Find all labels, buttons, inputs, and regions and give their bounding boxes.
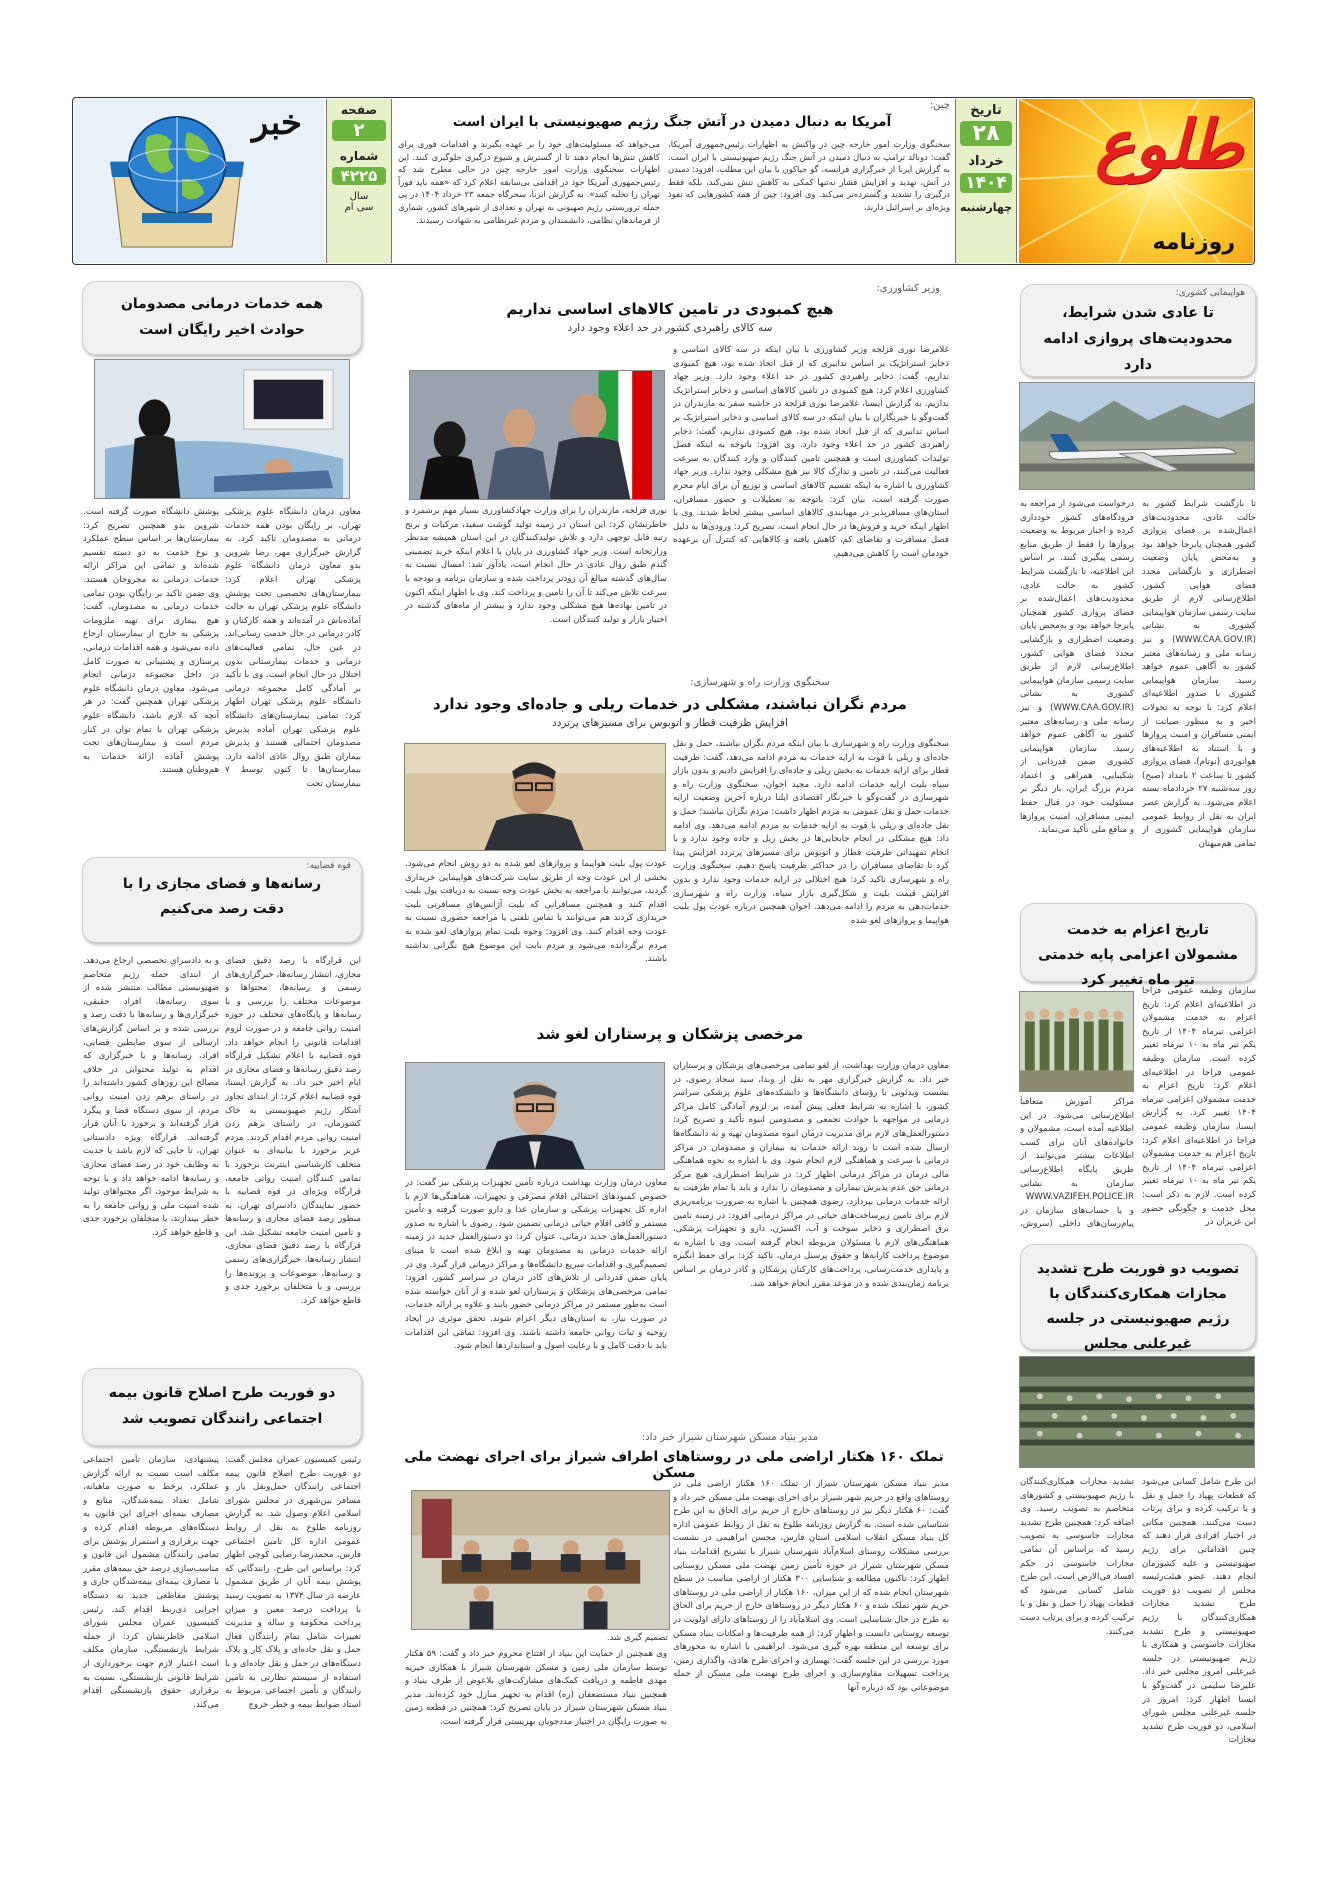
page-label: صفحه [340, 103, 378, 117]
conscription-col-left: مراکز آموزش متعاقباً اطلاع‌رسانی می‌شود. در این اطلاعیه آمده است، مشمولان و خانواده‌های آنان برای کسب اطلاعات بیشتر می‌توانند از طریق پایگاه اطلاع‌رسانی سازمان به نشانی WWW.VAZIFEH.POLICE.IR و یا حساب‌های سازمان در پیام‌رسان‌های داخلی (سروش، [1020, 1097, 1134, 1230]
media-col-left: و به دادسرای تخصصی ارجاع می‌دهد. از ابتدای حمله رژیم متخاصم صهیونیستی مطالب منتشر شده از سوی رسانه‌ها، افراد حقیقی، خبرگزاری‌ها و رسانه‌ها با دقت رصد و بررسی شده و بر اساس گزارش‌های ارسالی از سوی ضابطین قضایی، افراد، رسانه‌ها و یا خبرگزاری که اقدام به تولید محتوایی در خلاف مصالح این روزهای کشور داشته‌اند را در راستای برهم زدن امنیت روانی مردم، از سوی دستگاه قضا و پیگرد قرار گرفته‌اند و برخورد با آنان قرار گرفته‌اند. قرارگاه ویژه دادستانی تهران، تا جایی که لازم باشد با جدیت به وظایف خود در رصد فضای مجازی و رسانه‌ها ادامه خواهد داد و با توجه به شرایط موجود، اگر محتواهای تولید شده امنیت ملی و روانی جامعه را به خطر بیندازند، با متخلفان برخورد جدی و قاطع خواهد کرد. [83, 956, 219, 1238]
conscription-headline: تاریخ اعزام به خدمت مشمولان اعزامی پایه خدمتی تیر ماه تغییر کرد [1038, 922, 1238, 988]
agriculture-col-right: غلامرضا نوری قزلجه وزیر کشاورزی با بیان اینکه در سه کالای اساسی و ذخایر استراتژیک بر اساس تدابیری که از قبل اتخاذ شده بود، هیچ کمبودی نداریم، گفت: ذخایر راهبردی کشور در حد اعلاء وجود دارد. وزیر جهاد کشاورزی اعلام کرد: هیچ کمبودی در تامین کالاهای اساسی و ذخایر استراتژیک نداریم. به گزارش ایسنا، غلامرضا نوری قزلجه در حاشیه سفر به مازندران در گفت‌وگو با خبرنگاران با بیان اینکه در سه کالای اساسی و ذخایر استراتژیک بر اساس تدابیری که از قبل اتخاذ شده بود، هیچ کمبودی نداریم، گفت: ذخایر راهبردی کشور در حد اعلاء وجود دارد. وی افزود: باتوجه به اینکه فصل تولیدات کشاورزی است و همچنین تامین کنندگان و وارد کنندگان به سرعت فعالیت می‌کنند، در تامین و تدارک کالا نیز هیچ مشکلی وجود ندارد. وزیر جهاد کشاورزی با اشاره به اینکه تقسیم کالاهای اساسی و توزیع آن برای ایام محرم صورت گرفته است، بیان کرد: باتوجه به تعطیلات و حضور مسافران، استان‌های مسافرپذیر در مهیا‌بندی کالاهای اساسی بیشتر لحاظ شدند. وی با اظهار اینکه خرید و فروش‌ها در حال انجام است، تصریح کرد: ورودی‌ها به دلیل فصل مسافرت و تقاضای کم، کاهش یافته و کالاهایی که کنترل آن برعهده خودمان است را کاهش می‌دهیم. [673, 345, 949, 559]
logo-text: طلوع [1095, 105, 1243, 183]
agriculture-sub: سه کالای راهبردی کشور در حد اعلاء وجود دارد [567, 322, 773, 334]
land-headline: تملک ۱۶۰ هکتار اراضی ملی در روستاهای اطراف شیراز برای اجرای نهضت ملی مسکن [404, 1449, 944, 1481]
date-year: ۱۴۰۴ [960, 173, 1012, 193]
year-number: سی ام [344, 202, 374, 213]
parliament-headline: تصویب دو فوریت طرح تشدید مجازات همکاری‌کنندگان با رژیم صهیونیستی در جلسه غیرعلنی مجلس [1036, 1261, 1240, 1352]
media-col-right: این قرارگاه با رصد دقیق فضای مجازی، انتشار رسانه‌ها، خبرگزاری‌های رسمی و رسانه‌ها، محتواها و موضوعات مختلف را بررسی و با رسانه‌ها و پایگاه‌های مختلف در حوزه امنیت روانی جامعه و در صورت لزوم اقدامات قانونی را انجام خواهد داد. قوه قضاییه با اعلام تشکیل قرارگاه رصد دقیق رسانه‌ها و فضای مجازی در ایام اخیر خبر داد. به گزارش ایسنا، قوه قضاییه اعلام کرد: از ابتدای تجاوز آشکار رژیم صهیونیستی به خاک کشورمان، در راستای برهم زدن امنیت روانی مردم اقدام کردند. مردم عزیز برخورد با بیانیه‌ای به عنوان متخلف کارشناسی اینترنت برخورد با تمامی کنندگان امنیت روانی جامعه، قرارگاه ویژه‌ای در قوه قضاییه با حضور نمایندگان دادسرای تهران، به منظور رصد فضای مجازی و رسانه‌ها و تامین امنیت جامعه تشکیل شد. این قرارگاه با رصد دقیق فضای مجازی، انتشار رسانه‌ها، خبرگزاری‌های رسمی و رسانه‌ها، موضوعات و پرونده‌ها را بررسی و با متخلفان برخورد جدی و قاطع خواهد کرد. [225, 956, 361, 1306]
year-label: سال [349, 191, 369, 202]
doctors-col-left: معاون درمان وزارت بهداشت درباره تأمین تجهیزات پزشکی نیز گفت: در خصوص کمبودهای احتمالی اقلام مصرفی و تجهیزات، هماهنگی‌ها لازم با اداره کل تجهیزات پزشکی و سازمان غذا و دارو صورت گرفته و تأمین مستمر و کافی اقلام حیاتی درمانی تضمین شود. رضوی با اشاره به صدور دستورالعمل‌های جدید درمانی، عنوان کرد: دو دستورالعمل جدید در زمینه ارائه خدمات درمانی به مصدومان تهیه و ابلاغ شده است تا مبنای تصمیم‌گیری و اقدامات سریع دانشگاه‌ها و مراکز درمانی قرار گیرد. وی در پایان ضمن قدردانی از تلاش‌های کادر درمان در سراسر کشور، افزود: تمامی مرخصی‌های پزشکان و پرستاران لغو شده و از آنان خواسته شده است به‌طور مستمر در مراکز درمانی حضور یابند و علاوه بر ارائه خدمات، در صورت نیاز، به استان‌های دیگر اعزام شوند. تحقق موثری در ایجاد روحیه و ثبات روانی جامعه داشته باشند. وی افزود: تمامی این اقدامات باید با دقت کامل و با رعایت اصول و استانداردها انجام شود. [405, 1178, 667, 1352]
section-block [74, 99, 324, 263]
logo-block [1019, 99, 1253, 263]
meeting-photo [411, 1490, 670, 1630]
injured-col-left: پوشش دانشگاه صورت گرفته است. شروین بدو همچنین تصریح کرد: بیمارستان‌ها بر اساس سطح عملکرد و نوع خدمت به دو دسته تقسیم شده‌اند و تمامی این مراکز ارائه خدمات درمانی به مجروحان هستند. وی ضمن تاکید بر رایگان بودن تمامی خدمات درمانی به مصدومان، گفت: هیچ بیماری برای تهیه ملزومات پزشکی به خارج از بیمارستان ارجاع داده نمی‌شود و همه اقدامات درمانی، پرستاری و پشتیبانی به صورت کامل در داخل مجموعه درمانی انجام می‌شود. معاون درمان دانشگاه علوم پزشکی تهران همچنین گفت: در هر آنچه که لازم باشد، دانشگاه علوم پزشکی تهران با تمام توان در کنار مردم است و بیمارستان‌های تحت پوشش آماده ارائه خدمات به هم‌وطنان هستند. [83, 507, 219, 776]
doctors-headline: مرخصی پزشکان و پرستاران لغو شد [536, 1025, 804, 1043]
hospital-photo [94, 359, 350, 499]
airspace-headline: تا عادی شدن شرایط، محدودیت‌های پروازی ادامه دارد [1043, 305, 1233, 373]
date-day: ۲۸ [960, 121, 1012, 146]
top-story-col-left: می‌خواهد که مسئولیت‌های خود را بر عهده بگیرند و اقدامات فوری برای کاهش تنش‌ها انجام دهند تا از گسترش و شیوع درگیری جلوگیری کنند. این اظهارات سخنگوی وزارت امور خارجه چین در حالی مطرح شد که رئیس‌جمهوری آمریکا خود در اقدامی بی‌سابقه اعلام کرد که «همه باید فوراً تهران را تخلیه کنند». به گزارش ایرنا، سحرگاه جمعه ۲۳ خرداد ۱۴۰۴ در پی حمله تروریستی رژیم صهیونی به تهران و تعدادی از شهرهای کشور، شماری از فرماندهان نظامی، دانشمندان و مردم غیرنظامی به شهادت رسیدند. [398, 139, 660, 225]
page-issue-block [326, 99, 392, 263]
issue-label: شماره [339, 149, 379, 163]
top-story-col-right: سخنگوی وزارت امور خارجه چین در واکنش به اظهارات رئیس‌جمهوری آمریکا، گفت: دونالد ترامپ به دنبال دمیدن در آتش جنگ رژیم صهیونیستی با ایران است. به گزارش ایرنا از خبرگزاری فرانسه، گو جیاکون با بیان این مطلب، افزود: دمیدن در آتش، تهدید و افزایش فشار نه‌تنها کمکی به کاهش تنش نمی‌کند، بلکه فقط درگیری را تشدید و گسترده‌تر می‌کند. وی افزود: چین از همه کشورهایی که نفوذ ویژه‌ای بر اسرائیل دارند، [668, 139, 950, 212]
media-headline-box [82, 857, 362, 943]
minister-photo [409, 370, 665, 500]
airspace-col-left: درخواست می‌شود از مراجعه به فرودگاه‌های کشور خودداری کرده و اخبار مربوط به وضعیت پروازها را فقط از طریق منابع رسمی پیگیری کنند. بر اساس این اطلاعیه، تا بازگشت شرایط کشور به حالت عادی، محدودیت‌های اعمال‌شده بر فضای پروازی کشور همچنان پابرجا خواهد بود و به‌محض پایان وضعیت اضطراری و بازگشایی مجدد فضای هوایی کشور، اطلاع‌رسانی لازم از طریق سایت رسمی سازمان هواپیمایی کشوری به نشانی (WWW.CAA.GOV.IR) و نیز رسانه ملی و رسانه‌های معتبر کشور به آگاهی عموم خواهد رسید. سازمان هواپیمایی کشوری ضمن قدردانی از شکیبایی، همراهی و اعتماد مردم بزرگ ایران، بار دیگر بر مسئولیت خود در قبال حفظ ایمنی مسافران، امنیت پروازها و منافع ملی تأکید می‌نماید. [1020, 499, 1134, 836]
deputy-photo [405, 1062, 665, 1170]
roads-kicker: سخنگوی وزارت راه و شهرسازی: [690, 677, 830, 688]
conscription-headline-box [1020, 903, 1256, 988]
injured-headline-box [82, 281, 362, 355]
roads-col-right: سخنگوی وزارت راه و شهرسازی با بیان اینکه مردم نگران نباشند، حمل و نقل جاده‌ای و ریلی با قوت به ارایه خدمات به مردم ادامه می‌دهد، گفت: ظرفیت قطار برای ارایه خدمات به بخش ریلی و جاده‌ای را افزایش دادیم و بدون بازار سیاه بلیت ارایه خدمات ادامه دارد. مجید اخوان، سخنگوی وزارت راه و شهرسازی در گفت‌وگو با خبرنگار اقتصادی ایلنا درباره آخرین وضعیت ارایه خدمات حمل و نقل عمومی به مردم اظهار داشت: مردم نگران نباشند؛ حمل و نقل جاده‌ای و ریلی با قوت به ارایه خدمات به مردم ادامه می‌دهد. وی ادامه داد: هیچ مشکلی در انجام جابجایی‌ها در بخش ریل و جاده وجود ندارد و با انجام تمهیداتی ظرفیت قطار و اتوبوس برای مسیرهای پرتردد افزایش پیدا کرد تا تقاضای مسافران را در حداکثر ظرفیت پاسخ دهیم. سخنگوی وزارت راه و شهرسازی تاکید کرد: هیچ اختلالی در ارایه خدمات وجود ندارد و بدون افزایش قیمت بلیت و شکل‌گیری بازار سیاه، وزارت راه و شهرسازی خدمات‌دهی به مردم را ادامه می‌دهد. اخوان همچنین درباره عودت پول بلیت هواپیما و پروازهای لغو شده [673, 739, 949, 926]
insurance-col-left: پیشنهادی، سازمان تأمین اجتماعی مکلف است نسبت به ارائه گزارش عملکرد، برخط به صورت ماهیانه، شامل تعداد بیمه‌شدگان، منابع و مصارف بیمه‌ای اجرای این قانون به دستگاه‌های مربوطه اقدام کرده و جهت برقراری و استمرار پوشش برای تمامی رانندگان مشمول این قانون و مناسب‌سازی درصد حق بیمه‌های مقرر با مصارف بیمه‌ای بیمه‌شدگان جاری و پوشش مقاطعی جدید به دستگاه اجرایی ذی‌ربط اقدام کند. رئیس کمیسیون عمران مجلس شورای اسلامی خاطرنشان کرد: از جمله شرایط بازنشستگی، سازمان مکلف است اعتبار لازم جهت برخورداری از شرایط قانونی بازنشستگی، نسبت به برقراری حقوق بازنشستگی اقدام می‌کند. [83, 1455, 219, 1710]
top-story-kicker: چین: [929, 100, 950, 111]
date-block [955, 99, 1017, 263]
agriculture-headline: هیچ کمبودی در تامین کالاهای اساسی نداریم [506, 300, 834, 318]
issue-number: ۴۲۲۵ [332, 167, 386, 185]
tagline-text: روزنامه [1152, 230, 1235, 255]
insurance-headline: دو فوریت طرح اصلاح قانون بیمه اجتماعی رانندگان تصویب شد [108, 1385, 336, 1427]
date-weekday: چهارشنبه [959, 201, 1013, 214]
spokesman-photo [404, 743, 666, 851]
parliament-headline-box [1020, 1244, 1256, 1350]
date-label: تاریخ [970, 103, 1002, 118]
media-headline: رسانه‌ها و فضای مجازی را با دقت رصد می‌کنیم [122, 876, 322, 917]
land-col-left: وی همچنین از حمایت این بنیاد از افتتاح محروم خبر داد و گفت: ۵۹ هکتار توسط سازمان ملی زمین و مسکن شهرستان شیراز با همکاری خیریه مهدی فاطمه و دریافت کمک‌های مشارکت‌های بلاعوض از طرف بنیاد و همچنین بنیاد مستضعفان (ره) اقدام به تجهیز منازل خود کرده‌اند. مدیر بنیاد مسکن شهرستان شیراز در پایان تصریح کرد: همچنین در قطعه زمین به صورت رایگان در اختیار مددجویان بهزیستی قرار گرفته است. [405, 1649, 667, 1727]
injured-col-right: معاون درمان دانشگاه علوم پزشکی تهران، بر رایگان بودن همه خدمات درمانی به مصدومان تاکید کرد. به گزارش خبرگزاری مهر، رضا شروین بدو معاون درمان دانشگاه علوم پزشکی تهران اعلام کرد: بیمارستان‌های تخصصی تحت پوشش دانشگاه علوم پزشکی تهران به حالت آماده‌باش در آمده‌اند و همه کارکنان و کادر درمانی در حال خدمت رسانی‌اند. در عین حال، تمامی فعالیت‌های درمانی و خدمات بیمارستانی بدون اختلال در حال انجام است. وی با تأکید بر آمادگی کامل مجموعه درمانی دانشگاه علوم پزشکی تهران اظهار کرد: تمامی بیمارستان‌های دانشگاه علوم پزشکی تهران آماده پذیرش مصدومان احتمالی هستند و پذیرش بیماران طبق روال عادی ادامه دارد. بیمارستان‌ها تا کنون توسط ۷ بیمارستان تحت [225, 507, 361, 789]
land-col-right: مدیر بنیاد مسکن شهرستان شیراز از تملک ۱۶۰ هکتار اراضی ملی در روستاهای واقع در حریم شهر شیراز برای اجرای نهضت ملی مسکن خبر داد و گفت: ۶۰ هکتار دیگر نیز در روستاهای خارج از حریم برای الحاق به این طرح شناسایی شده است. به گزارش روزنامه طلوع به نقل از روابط عمومی اداره کل بنیاد مسکن انقلاب اسلامی استان فارس، محسن ابراهیمی در نشست بررسی مشکلات روستای اسلام‌آباد شهرستان شیراز با تشریح اقدامات بنیاد مسکن شهرستان شیراز در حوزه تأمین زمین نهضت ملی مسکن روستایی اظهار کرد: تاکنون مطالعه و شناسایی ۳۰۰ هکتار از اراضی مناسب در سطح شهرستان انجام شده که از این میزان، ۱۶۰ هکتار از اراضی ملی در روستاهای حریم شهر تملک شده و ۶۰ هکتار دیگر در روستاهای خارج از حریم برای الحاق به طرح در حال شناسایی است. وی اسلامآباد را از روستاهای دارای اولویت در توسعه روستایی دانست و اظهار کرد: از همه ظرفیت‌ها و امکانات بنیاد مسکن برای توسعه این منطقه بهره گیری می‌شود. ابراهیمی با اشاره به محورهای مورد بررسی در این جلسه گفت: بهسازی و اجرای طرح هادی، واگذاری زمین، پرداخت تسهیلات مقاوم‌سازی و اجرای طرح نهضت ملی مسکن از جمله موضوعاتی بود که درباره آنها [673, 1479, 949, 1693]
airspace-headline-box [1020, 284, 1256, 377]
airspace-kicker: هواپیمایی کشوری: [1175, 288, 1245, 298]
meeting-photo-caption: تصمیم گیری شد. [606, 1633, 668, 1643]
land-kicker: مدیر بنیاد مسکن شهرستان شیراز خبر داد: [641, 1432, 819, 1443]
doctors-col-right: معاون درمان وزارت بهداشت، از لغو تمامی مرخصی‌های پزشکان و پرستاران خبر داد. به گزارش خبرگزاری مهر به نقل از وبدا، سید سجاد رضوی، در نشست ویدئویی با رؤسای دانشگاه‌ها و دانشکده‌های علوم پزشکی سراسر کشور، با اشاره به شرایط فعلی پیش آمده، بر لزوم آمادگی کامل مراکز درمانی در مواجهه با حوادث تجمعی و مصدومین انبوه تأکید و تصریح کرد: دستورالعمل‌های لازم برای مدیریت درمان انبوه مصدومان تهیه و به دانشگاه‌ها ارسال شده است تا روند ارائه خدمات به بیماران و مصدومان در مراکز درمانی با سرعت و هماهنگی لازم انجام شود. وی با اشاره به نحوه هماهنگی مالی درمان در مراکز درمانی اظهار کرد: در شرایط اضطراری، هیچ مرکز درمانی حق عدم پذیرش بیماران و مصدومان را ندارد و باید با تمام ظرفیت به ارائه خدمات درمانی بپردازد. رضوی همچنین با اشاره به ضرورت برنامه‌ریزی لازم برای تامین زیرساخت‌های حیاتی در مراکز درمانی افزود: در زمینه تامین برق اضطراری و ذخایر سوخت و آب، اکسیژن، دارو و تجهیزات پزشکی، هماهنگی‌های لازم با مسئولان مربوطه انجام گرفته است. وی با اشاره به موضوع پرداخت کارانه‌ها و حقوق پرسنل درمان، تاکید کرد: برای حفظ انگیزه و پایداری خدمت‌رسانی، پرداخت‌های کارکنان پزشکان و کادر درمان بر اساس برنامه زمان‌بندی شده و در موعد مقرر انجام خواهد شد. [673, 1061, 949, 1289]
top-story-headline: آمریکا به دنبال دمیدن در آتش جنگ رژیم صهیونیستی با ایران است [452, 114, 892, 130]
agriculture-kicker: وزیر کشاورزی: [876, 283, 940, 294]
soldiers-photo [1019, 991, 1134, 1092]
insurance-headline-box [82, 1368, 362, 1446]
media-kicker: قوه قضاییه: [306, 861, 351, 871]
agriculture-col-left: نوری قزلجه، مازندران را برای وزارت جهادکشاورزی بسیار مهم برشمرد و خاطرنشان کرد: این استان در زمینه تولید گوشت سفید، مرکبات و برنج رتبه قابل توجهی دارد و تلاش تولیدکنندگان در این استان همیشه مدنظر وزارتخانه است. وزیر جهاد کشاورزی در پایان با اعلام اینکه خرید تضمینی گندم طبق روال عادی در حال انجام است، یادآور شد: امسال نسبت به سال‌های گذشته مبالغ آن زودتر پرداخت شده و سازمان برنامه و بودجه با سرعت تلاش می‌کند تا آن را تامین و پرداخت کند. وی با اظهار اینکه اکنون در تامین نهاده‌ها هیچ مشکلی وجود ندارد و بیشتر از ماه‌های گذشته در اختیار بازار و تولید کنندگان است. [405, 506, 667, 625]
parliament-photo [1019, 1356, 1255, 1468]
section-title: خبر [251, 103, 302, 143]
roads-col-left: عودت پول بلیت هواپیما و پروازهای لغو شده به دو روش انجام می‌شود. بخشی از این عودت وجه از طریق سایت شرکت‌های هواپیمایی خریداری گردید، می‌توانند با مراجعه به بخش عودت وجه نسبت به دریافت پول بلیت اقدام کنند و همچنین مسافرانی که بلیت آژانس‌های مسافرتی بلیت خریداری کردند هم می‌توانند با تماس تلفنی یا مراجعه حضوری نسبت به عودت وجه اقدام کنند. وی افزود: وجوه بلیت تمام پروازهای لغو شده به مردم برگردانده می‌شود و مردم بابت این موضوع هیچ نگرانی نداشته باشند. [405, 859, 667, 965]
airplane-photo [1019, 382, 1255, 490]
parliament-col-left: تشدید مجازات همکاری‌کنندگان با رژیم صهیونیستی و کشورهای متخاصم به تصویب رسید. وی اضافه کرد: همچنین طرح تشدید مجازات جاسوسی به تصویب رسید که براساس آن تمامی مجازات جاسوسی در حکم افساد فی‌الارض است. این طرح شامل کسانی می‌شود که قطعات پهپاد را حمل و نقل و یا ترکیب کرده و برای پرتاب دست می‌کنند. [1020, 1477, 1134, 1637]
roads-sub: افزایش ظرفیت قطار و اتوبوس برای مسیرهای پرتردد [552, 717, 788, 729]
date-month: خرداد [968, 154, 1004, 169]
globe-icon [102, 107, 252, 257]
roads-headline: مردم نگران نباشند، مشکلی در خدمات ریلی و جاده‌ای وجود ندارد [433, 695, 907, 713]
page-number: ۲ [332, 120, 386, 141]
airspace-col-right: تا بازگشت شرایط کشور به حالت عادی، محدودیت‌های اعمال‌شده بر فضای پروازی کشور همچنان پابرجا خواهد بود و به‌محض پایان وضعیت اضطراری و بازگشایی مجدد فضای هوایی کشور، اطلاع‌رسانی لازم از طریق سایت رسمی سازمان هواپیمایی کشوری به نشانی (WWW.CAA.GOV.IR) و نیز رسانه ملی و رسانه‌های معتبر کشور به آگاهی عموم خواهد رسید. سازمان هواپیمایی کشوری با صدور اطلاعیه‌ای اعلام کرد: با توجه به تحولات اخیر و به منظور صیانت از ایمنی مسافران و امنیت پروازها و با استناد به اطلاعیه‌های هوانوردی (نوتام)، فضای پروازی کشور تا ساعت ۲ بامداد (صبح) روز سه‌شنبه ۲۷ خردادماه بسته اعلام می‌شود. به گزارش عصر ایران به نقل از روابط عمومی سازمان هواپیمایی کشوری از تمامی هم‌میهنان [1142, 499, 1256, 849]
injured-headline: همه خدمات درمانی مصدومان حوادث اخیر رایگان است [120, 296, 324, 338]
conscription-col-right: سازمان وظیفه عمومی فراجا در اطلاعیه‌ای اعلام کرد: تاریخ اعزام به خدمت مشمولان اعزامی تیرماه ۱۴۰۴ از تاریخ یکم تیر ماه به ۱۰ تیرماه تغییر کرده است. سازمان وظیفه عمومی فراجا در اطلاعیه‌ای اعلام کرد: تاریخ اعزام به خدمت مشمولان اعزامی تیرماه ۱۴۰۴ تغییر کرد. به گزارش ایسنا، سازمان وظیفه عمومی فراجا در اطلاعیه‌ای اعلام کرد: تاریخ اعزام به خدمت مشمولان اعزامی تیرماه ۱۴۰۴ از تاریخ یکم تیر ماه به ۱۰ تیرماه تغییر کرده است. لازم به ذکر است: محل خدمت و چگونگی حضور این عزیزان در [1142, 986, 1256, 1228]
parliament-col-right: این طرح شامل کسانی می‌شود که قطعات پهپاد را حمل و نقل و یا ترکیب کرده و برای پرتاب دست می‌کنند. همچنین مکانی در اختیار افرادی قرار دهند که چنین اقداماتی برای رژیم صهیونیستی و علیه کشورمان انجام دهند. عضو هیئت‌رئیسه مجلس از تصویب دو فوریت طرح تشدید مجازات همکاری‌کنندگان با رژیم صهیونیستی و طرح تشدید مجازات جاسوسی و همکاری با رژیم صهیونیستی در جلسه غیرعلنی امروز مجلس خبر داد. علیرضا سلیمی در گفت‌وگو با ایسنا اظهار کرد: امروز در جلسه غیرعلنی مجلس شورای اسلامی، دو فوریت طرح تشدید مجازات [1142, 1477, 1256, 1746]
insurance-col-right: رئیس کمیسیون عمران مجلس گفت: دو فوریت طرح اصلاح قانون بیمه اجتماعی رانندگان حمل‌ونقل بار و مسافر بین‌شهری در مجلس شورای اسلامی اعلام وصول شد. به گزارش روزنامه طلوع به نقل از روابط عمومی اداره کل تامین اجتماعی فارس، محمدرضا رضایی کوچی اظهار کرد: براساس این طرح، رانندگانی که پوشش بیمه آنان از طریق مشمول عارضه در سال ۱۳۷۴ به تصویب رسید با پرداخت درصد معین و میزان پرداخت محکومه و ساله و مدیریت تغییرات شامل تمام رانندگان فعال حمل و نقل جاده‌ای و پلاک کار و پلاک دستگاه‌های در حمل و نقل جاده‌ای و با استفاده از سیستم نظارتی به تامین رانندگان و تأمین اجتماعی مربوط به استاد ضوابط بیمه و خطر خروج [225, 1455, 361, 1710]
